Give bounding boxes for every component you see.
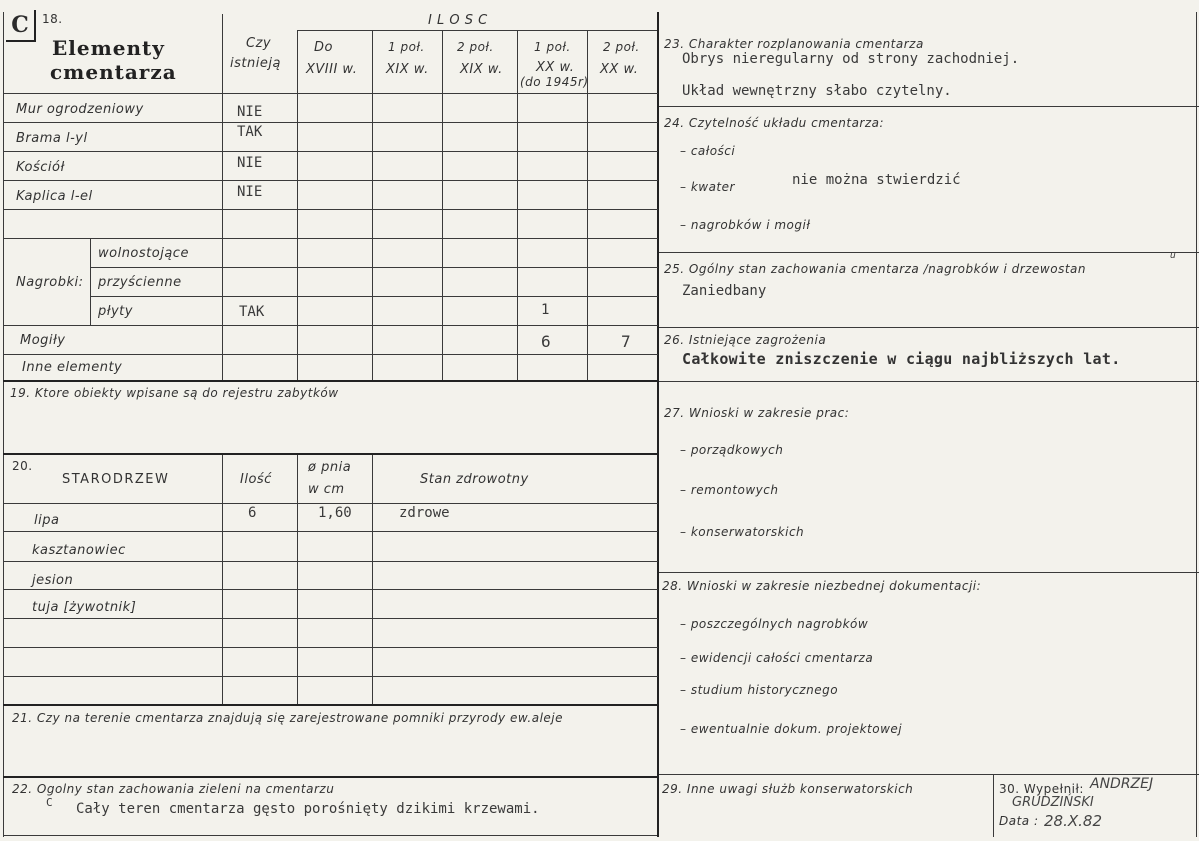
grid-line xyxy=(297,30,657,31)
header-col1-b: XVIII w. xyxy=(306,62,358,77)
row-mur-value: NIE xyxy=(237,104,263,120)
section-line xyxy=(659,252,1199,253)
header-col2-a: 1 poł. xyxy=(388,40,425,54)
s20-stan-header: Stan zdrowotny xyxy=(420,472,529,487)
s24-label: 24. Czytelność układu cmentarza: xyxy=(664,116,885,130)
row-line xyxy=(3,325,658,326)
tree-1-ilosc: 6 xyxy=(248,505,257,521)
s28-label: 28. Wnioski w zakresie niezbednej dokumentacji: xyxy=(662,579,982,593)
bottom-border xyxy=(3,835,658,836)
grid-line xyxy=(90,238,91,326)
s22-mark: C xyxy=(46,796,53,809)
s30-date-label: Data : xyxy=(999,814,1039,828)
header-istnieja: istnieją xyxy=(230,56,281,71)
s30-name-2: GRUDZIŃSKI xyxy=(1012,795,1094,810)
s28-d: – ewentualnie dokum. projektowej xyxy=(680,722,903,736)
row-brama-value: TAK xyxy=(237,124,263,140)
row-brama-label: Brama l-yl xyxy=(16,131,88,146)
grid-line xyxy=(372,455,373,705)
row-plyty-value: TAK xyxy=(239,304,265,320)
section-number: 18. xyxy=(42,12,63,26)
row-inne-label: Inne elementy xyxy=(22,360,123,375)
right-border xyxy=(1196,12,1197,837)
row-plyty-col4: 1 xyxy=(541,302,550,318)
row-line xyxy=(3,647,658,648)
grid-line xyxy=(372,30,373,380)
row-kosciol-label: Kościół xyxy=(16,160,65,175)
s25-mark: u xyxy=(1170,251,1177,261)
center-divider xyxy=(657,12,659,837)
s30-label: 30. Wypełnił: xyxy=(999,782,1084,796)
s20-title: STARODRZEW xyxy=(62,472,170,487)
row-mur-label: Mur ogrodzeniowy xyxy=(16,102,144,117)
section-line xyxy=(3,776,658,778)
s24-a: – całości xyxy=(680,144,736,158)
s28-a: – poszczególnych nagrobków xyxy=(680,617,869,631)
s25-label: 25. Ogólny stan zachowania cmentarza /nagrobków i drzewostan xyxy=(664,262,1086,276)
header-col3-b: XIX w. xyxy=(460,62,503,77)
header-col5-b: XX w. xyxy=(600,62,639,77)
s22-label: 22. Ogolny stan zachowania zieleni na cmentarzu xyxy=(12,782,335,796)
row-kosciol-value: NIE xyxy=(237,155,263,171)
header-col3-a: 2 poł. xyxy=(457,40,494,54)
tree-1-pnia: 1,60 xyxy=(318,505,352,521)
section-line xyxy=(659,572,1199,573)
row-line xyxy=(3,209,658,210)
header-col1-a: Do xyxy=(314,40,333,55)
s23-line2: Układ wewnętrzny słabo czytelny. xyxy=(682,83,952,99)
tree-4: tuja [żywotnik] xyxy=(32,600,137,615)
s30-date: 28.X.82 xyxy=(1044,812,1102,830)
s25-text: Zaniedbany xyxy=(682,283,767,299)
section-line xyxy=(659,327,1199,328)
row-przysc-label: przyścienne xyxy=(98,275,182,290)
header-col4-c: (do 1945r) xyxy=(520,75,589,89)
grid-line xyxy=(222,455,223,705)
tree-2: kasztanowiec xyxy=(32,543,126,558)
grid-line xyxy=(993,775,994,837)
row-kaplica-value: NIE xyxy=(237,184,263,200)
s20-number: 20. xyxy=(12,459,33,473)
s26-text: Całkowite zniszczenie w ciągu najbliższych lat. xyxy=(682,350,1121,368)
s26-label: 26. Istniejące zagrożenia xyxy=(664,333,827,347)
section-title-1: Elementy xyxy=(52,36,165,60)
row-line xyxy=(90,267,658,268)
row-plyty-label: płyty xyxy=(98,304,133,319)
section-title-2: cmentarza xyxy=(50,60,177,84)
row-line xyxy=(3,122,658,123)
grid-line xyxy=(297,30,298,380)
tree-3: jesion xyxy=(32,573,74,588)
s24-b-value: nie można stwierdzić xyxy=(792,172,961,188)
row-line xyxy=(3,180,658,181)
row-nagrobki-label: Nagrobki: xyxy=(16,275,84,290)
row-kaplica-label: Kaplica l-el xyxy=(16,189,93,204)
header-ilosc: I L O S C xyxy=(428,13,488,28)
tree-1: lipa xyxy=(34,513,60,528)
s20-ilosc-header: Ilość xyxy=(240,472,272,487)
row-line xyxy=(3,561,658,562)
section-line xyxy=(659,381,1199,382)
s20-pnia-header-a: ø pnia xyxy=(308,460,352,475)
tree-1-stan: zdrowe xyxy=(399,505,450,521)
row-wolno-label: wolnostojące xyxy=(98,246,189,261)
section-line xyxy=(3,704,658,706)
row-line xyxy=(3,151,658,152)
header-czy: Czy xyxy=(246,36,272,51)
s27-b: – remontowych xyxy=(680,483,779,497)
section-badge: C xyxy=(6,10,36,42)
row-mogily-label: Mogiły xyxy=(20,333,66,348)
grid-line xyxy=(442,30,443,380)
section-line xyxy=(659,106,1199,107)
s22-text: Cały teren cmentarza gęsto porośnięty dzikimi krzewami. xyxy=(76,801,540,817)
grid-line xyxy=(517,30,518,380)
s27-c: – konserwatorskich xyxy=(680,525,805,539)
s30-name-1: ANDRZEJ xyxy=(1090,776,1154,792)
row-line xyxy=(3,676,658,677)
left-border xyxy=(3,12,4,837)
row-line xyxy=(3,503,658,504)
s29-label: 29. Inne uwagi służb konserwatorskich xyxy=(662,782,914,796)
row-line xyxy=(90,296,658,297)
header-col4-a: 1 poł. xyxy=(534,40,571,54)
header-col4-b: XX w. xyxy=(536,60,575,75)
row-line xyxy=(3,589,658,590)
s28-c: – studium historycznego xyxy=(680,683,839,697)
s27-a: – porządkowych xyxy=(680,443,784,457)
grid-line xyxy=(297,455,298,705)
s24-c: – nagrobków i mogił xyxy=(680,218,811,232)
row-line xyxy=(3,93,658,94)
s20-pnia-header-b: w cm xyxy=(308,482,345,497)
section-line xyxy=(659,774,1199,775)
section-line xyxy=(3,453,658,455)
section-line xyxy=(3,380,658,382)
row-line xyxy=(3,618,658,619)
row-mogily-col4: 6 xyxy=(541,332,551,351)
row-line xyxy=(3,531,658,532)
row-line xyxy=(3,354,658,355)
header-col2-b: XIX w. xyxy=(386,62,429,77)
s27-label: 27. Wnioski w zakresie prac: xyxy=(664,406,850,420)
s28-b: – ewidencji całości cmentarza xyxy=(680,651,874,665)
s19-label: 19. Ktore obiekty wpisane są do rejestru zabytków xyxy=(10,386,339,400)
s23-label: 23. Charakter rozplanowania cmentarza xyxy=(664,37,924,51)
header-col5-a: 2 poł. xyxy=(603,40,640,54)
row-line xyxy=(3,238,658,239)
s21-label: 21. Czy na terenie cmentarza znajdują się zarejestrowane pomniki przyrody ew.aleje xyxy=(12,711,564,725)
s23-line1: Obrys nieregularny od strony zachodniej. xyxy=(682,51,1020,67)
row-mogily-col5: 7 xyxy=(621,332,631,351)
s24-b: – kwater xyxy=(680,180,735,194)
